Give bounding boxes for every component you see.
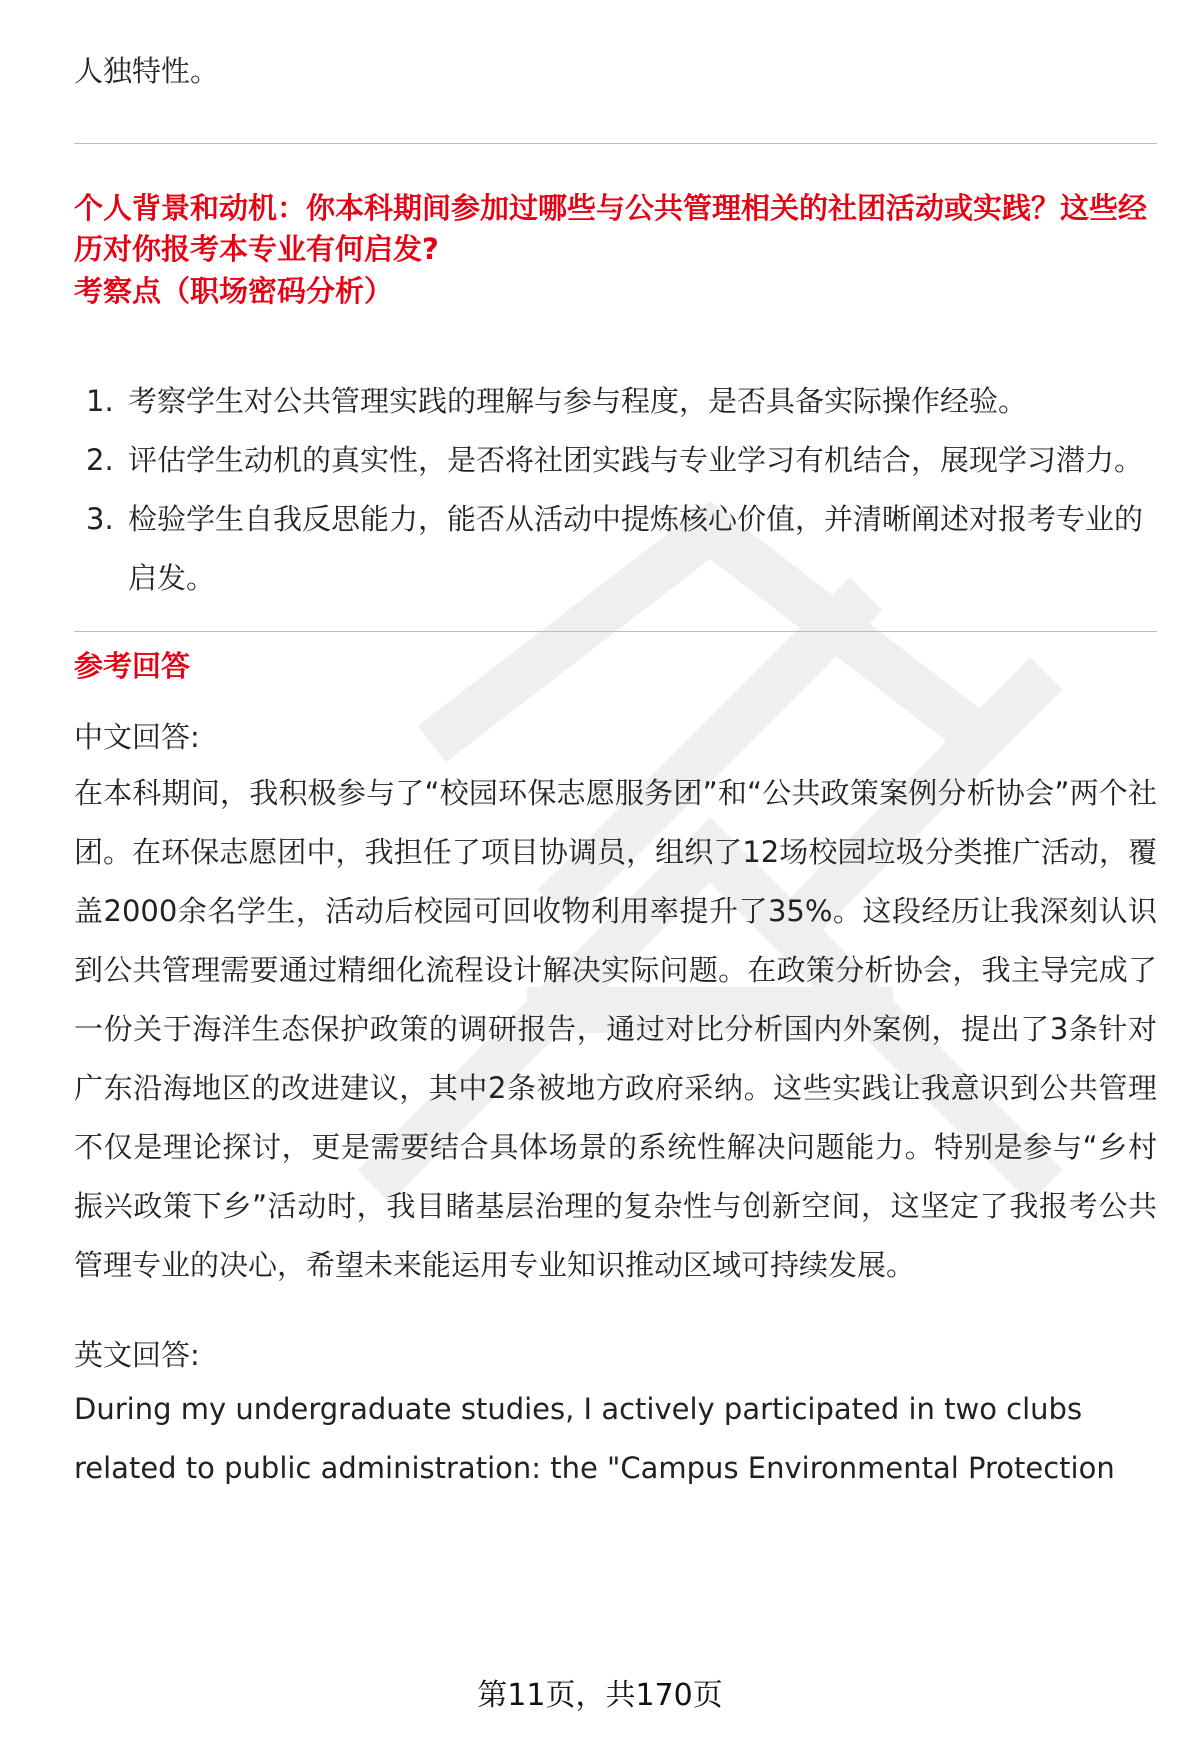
list-item-number: 3. [86,502,114,536]
list-item-number: 2. [86,443,114,477]
assessment-list [74,372,1157,608]
list-item-text: 评估学生动机的真实性，是否将社团实践与专业学习有机结合，展现学习潜力。 [128,443,1144,477]
list-item-number: 1. [86,384,114,418]
divider [74,631,1157,632]
reference-heading: 参考回答 [74,649,191,683]
page-number-footer: 第11页，共170页 [477,1678,723,1713]
english-answer: During my undergraduate studies, I actively participated in two clubs related to public administration: the "Campus Environmental Protection [74,1392,1115,1485]
question-heading: 个人背景和动机：你本科期间参加过哪些与公共管理相关的社团活动或实践？这些经历对你报考本专业有何启发? [74,191,1148,266]
chinese-answer: 在本科期间，我积极参与了“校园环保志愿服务团”和“公共政策案例分析协会”两个社团。在环保志愿团中，我担任了项目协调员，组织了12场校园垃圾分类推广活动，覆盖2000余名学生，活动后校园可回收物利用率提升了35%。这段经历让我深刻认识到公共管理需要通过精细化流程设计解决实际问题。在政策分析协会，我主导完成了一份关于海洋生态保护政策的调研报告，通过对比分析国内外案例，提出了3条针对广东沿海地区的改进建议，其中2条被地方政府采纳。这些实践让我意识到公共管理不仅是理论探讨，更是需要结合具体场景的系统性解决问题能力。特别是参与“乡村振兴政策下乡”活动时，我目睹基层治理的复杂性与创新空间，这坚定了我报考公共管理专业的决心，希望未来能运用专业知识推动区域可持续发展。 [74,776,1157,1282]
list-item-text: 检验学生自我反思能力，能否从活动中提炼核心价值，并清晰阐述对报考专业的启发。 [128,502,1144,595]
continued-text: 人独特性。 [74,54,220,88]
list-item [74,431,1157,490]
assessment-heading: 考察点（职场密码分析） [74,274,394,308]
list-item [74,490,1157,608]
chinese-answer-label: 中文回答: [74,720,200,754]
divider [74,143,1157,144]
list-item-text: 考察学生对公共管理实践的理解与参与程度，是否具备实际操作经验。 [128,384,1028,418]
list-item [74,372,1157,431]
english-answer-label: 英文回答: [74,1338,200,1372]
